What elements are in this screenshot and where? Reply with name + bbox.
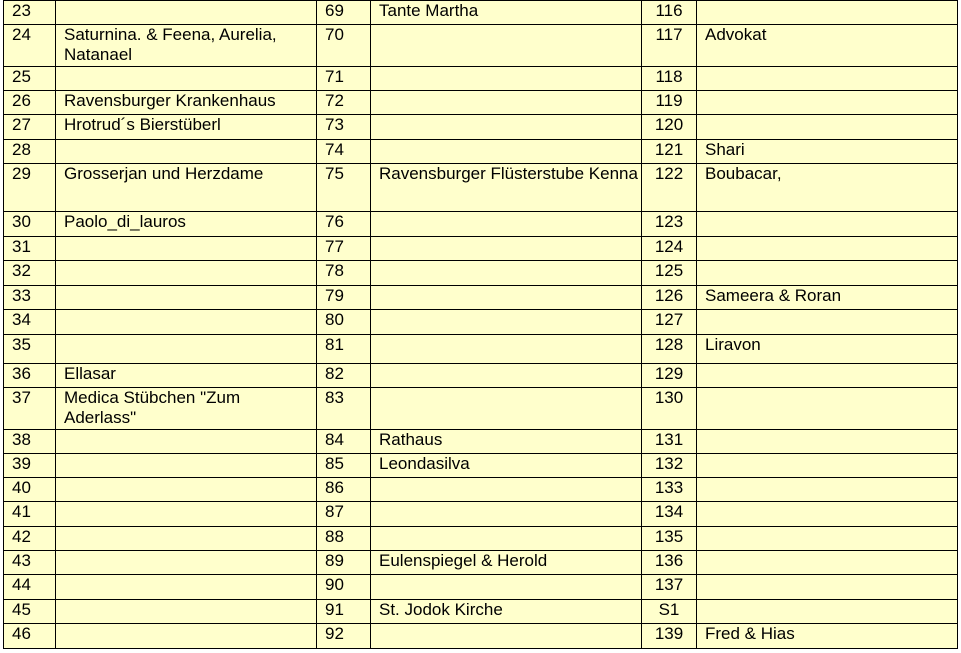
name-cell	[697, 364, 958, 388]
name-cell	[697, 91, 958, 115]
name-cell	[371, 237, 642, 261]
name-cell	[697, 1, 958, 25]
number-cell: 29	[4, 164, 56, 212]
number-cell: 24	[4, 25, 56, 67]
name-cell	[371, 67, 642, 91]
number-cell: 44	[4, 575, 56, 600]
table-row	[4, 67, 958, 91]
name-cell: Tante Martha	[371, 1, 642, 25]
name-cell	[56, 67, 317, 91]
name-cell	[56, 527, 317, 551]
name-cell	[56, 237, 317, 261]
name-cell	[697, 600, 958, 624]
number-cell: 123	[642, 212, 697, 237]
number-cell: 136	[642, 551, 697, 575]
number-cell: 76	[317, 212, 371, 237]
table-row	[4, 286, 958, 310]
number-cell: 73	[317, 115, 371, 140]
number-cell: 117	[642, 25, 697, 67]
table-row	[4, 261, 958, 286]
name-cell: Paolo_di_lauros	[56, 212, 317, 237]
number-cell: 134	[642, 502, 697, 527]
number-cell: 83	[317, 388, 371, 430]
number-cell: 30	[4, 212, 56, 237]
number-cell: 79	[317, 286, 371, 310]
name-cell	[697, 430, 958, 454]
number-cell: 35	[4, 335, 56, 364]
table-row	[4, 527, 958, 551]
name-cell	[371, 364, 642, 388]
name-cell	[371, 478, 642, 502]
table-row	[4, 310, 958, 335]
name-cell	[56, 430, 317, 454]
name-cell: Shari	[697, 140, 958, 164]
name-cell	[56, 286, 317, 310]
number-cell: 119	[642, 91, 697, 115]
number-cell: 122	[642, 164, 697, 212]
number-cell: 72	[317, 91, 371, 115]
name-cell	[56, 600, 317, 624]
name-cell	[371, 335, 642, 364]
table-row	[4, 335, 958, 364]
number-cell: 85	[317, 454, 371, 478]
name-cell	[697, 551, 958, 575]
number-cell: 36	[4, 364, 56, 388]
name-cell	[697, 310, 958, 335]
number-cell: 129	[642, 364, 697, 388]
number-cell: 23	[4, 1, 56, 25]
table-row	[4, 624, 958, 649]
number-cell: 130	[642, 388, 697, 430]
table-row	[4, 364, 958, 388]
number-cell: 80	[317, 310, 371, 335]
name-cell	[371, 140, 642, 164]
name-cell: Ravensburger Krankenhaus	[56, 91, 317, 115]
name-cell: Leondasilva	[371, 454, 642, 478]
name-cell	[697, 454, 958, 478]
number-cell: 41	[4, 502, 56, 527]
name-cell: Grosserjan und Herzdame	[56, 164, 317, 212]
name-cell: Medica Stübchen "Zum Aderlass"	[56, 388, 317, 430]
number-cell: 90	[317, 575, 371, 600]
number-cell: 45	[4, 600, 56, 624]
table-row	[4, 502, 958, 527]
name-cell	[56, 140, 317, 164]
table-row	[4, 140, 958, 164]
table-row	[4, 600, 958, 624]
number-cell: 127	[642, 310, 697, 335]
table-row	[4, 25, 958, 67]
table-row	[4, 388, 958, 430]
number-cell: 116	[642, 1, 697, 25]
name-cell	[371, 261, 642, 286]
name-cell	[371, 25, 642, 67]
number-cell: 126	[642, 286, 697, 310]
number-cell: 26	[4, 91, 56, 115]
number-cell: 125	[642, 261, 697, 286]
number-cell: 33	[4, 286, 56, 310]
number-cell: 132	[642, 454, 697, 478]
number-cell: 137	[642, 575, 697, 600]
table-row	[4, 91, 958, 115]
number-cell: 92	[317, 624, 371, 649]
name-cell	[697, 67, 958, 91]
number-cell: 91	[317, 600, 371, 624]
name-cell	[371, 115, 642, 140]
number-cell: 25	[4, 67, 56, 91]
number-cell: 69	[317, 1, 371, 25]
name-cell	[56, 261, 317, 286]
name-cell	[371, 91, 642, 115]
number-cell: 39	[4, 454, 56, 478]
table-row	[4, 1, 958, 25]
table-row	[4, 237, 958, 261]
number-cell: 121	[642, 140, 697, 164]
name-cell	[56, 478, 317, 502]
table-row	[4, 478, 958, 502]
name-cell	[56, 335, 317, 364]
name-cell	[56, 1, 317, 25]
table-row	[4, 551, 958, 575]
name-cell: Advokat	[697, 25, 958, 67]
number-cell: 133	[642, 478, 697, 502]
name-cell	[371, 575, 642, 600]
name-cell	[56, 502, 317, 527]
name-cell	[697, 527, 958, 551]
number-cell: 34	[4, 310, 56, 335]
number-cell: 131	[642, 430, 697, 454]
name-cell: Hrotrud´s Bierstüberl	[56, 115, 317, 140]
number-cell: 38	[4, 430, 56, 454]
name-cell	[56, 624, 317, 649]
name-cell	[56, 310, 317, 335]
number-cell: 88	[317, 527, 371, 551]
name-cell	[697, 502, 958, 527]
number-cell: 128	[642, 335, 697, 364]
name-cell	[56, 454, 317, 478]
name-cell: Rathaus	[371, 430, 642, 454]
number-cell: 78	[317, 261, 371, 286]
name-cell	[56, 551, 317, 575]
number-cell: 87	[317, 502, 371, 527]
table-row	[4, 164, 958, 212]
number-cell: 31	[4, 237, 56, 261]
name-cell	[371, 624, 642, 649]
table-row	[4, 454, 958, 478]
number-cell: 118	[642, 67, 697, 91]
number-cell: 40	[4, 478, 56, 502]
name-cell: Ellasar	[56, 364, 317, 388]
number-cell: 77	[317, 237, 371, 261]
table-row	[4, 430, 958, 454]
number-cell: 84	[317, 430, 371, 454]
name-cell	[697, 575, 958, 600]
number-cell: 139	[642, 624, 697, 649]
name-cell	[697, 478, 958, 502]
name-cell: Ravensburger Flüsterstube Kenna	[371, 164, 642, 212]
name-cell	[697, 115, 958, 140]
number-cell: 46	[4, 624, 56, 649]
table-row	[4, 212, 958, 237]
number-cell: 32	[4, 261, 56, 286]
number-cell: S1	[642, 600, 697, 624]
name-cell	[697, 212, 958, 237]
name-cell	[371, 212, 642, 237]
name-cell: Boubacar,	[697, 164, 958, 212]
name-cell	[697, 237, 958, 261]
number-cell: 27	[4, 115, 56, 140]
table-row	[4, 115, 958, 140]
number-cell: 28	[4, 140, 56, 164]
number-cell: 89	[317, 551, 371, 575]
number-cell: 86	[317, 478, 371, 502]
name-cell	[371, 286, 642, 310]
number-cell: 74	[317, 140, 371, 164]
number-cell: 37	[4, 388, 56, 430]
name-cell: Liravon	[697, 335, 958, 364]
name-cell	[371, 310, 642, 335]
number-cell: 82	[317, 364, 371, 388]
number-cell: 70	[317, 25, 371, 67]
name-cell	[371, 502, 642, 527]
name-cell	[371, 388, 642, 430]
number-cell: 124	[642, 237, 697, 261]
number-cell: 120	[642, 115, 697, 140]
name-cell: Saturnina. & Feena, Aurelia, Natanael	[56, 25, 317, 67]
name-cell: Eulenspiegel & Herold	[371, 551, 642, 575]
number-cell: 81	[317, 335, 371, 364]
name-cell: Sameera & Roran	[697, 286, 958, 310]
number-cell: 42	[4, 527, 56, 551]
number-cell: 75	[317, 164, 371, 212]
name-cell: Fred & Hias	[697, 624, 958, 649]
name-cell	[697, 388, 958, 430]
number-cell: 135	[642, 527, 697, 551]
name-cell: St. Jodok Kirche	[371, 600, 642, 624]
name-cell	[56, 575, 317, 600]
house-number-table	[3, 0, 958, 649]
name-cell	[697, 261, 958, 286]
name-cell	[371, 527, 642, 551]
table-row	[4, 575, 958, 600]
number-cell: 71	[317, 67, 371, 91]
number-cell: 43	[4, 551, 56, 575]
